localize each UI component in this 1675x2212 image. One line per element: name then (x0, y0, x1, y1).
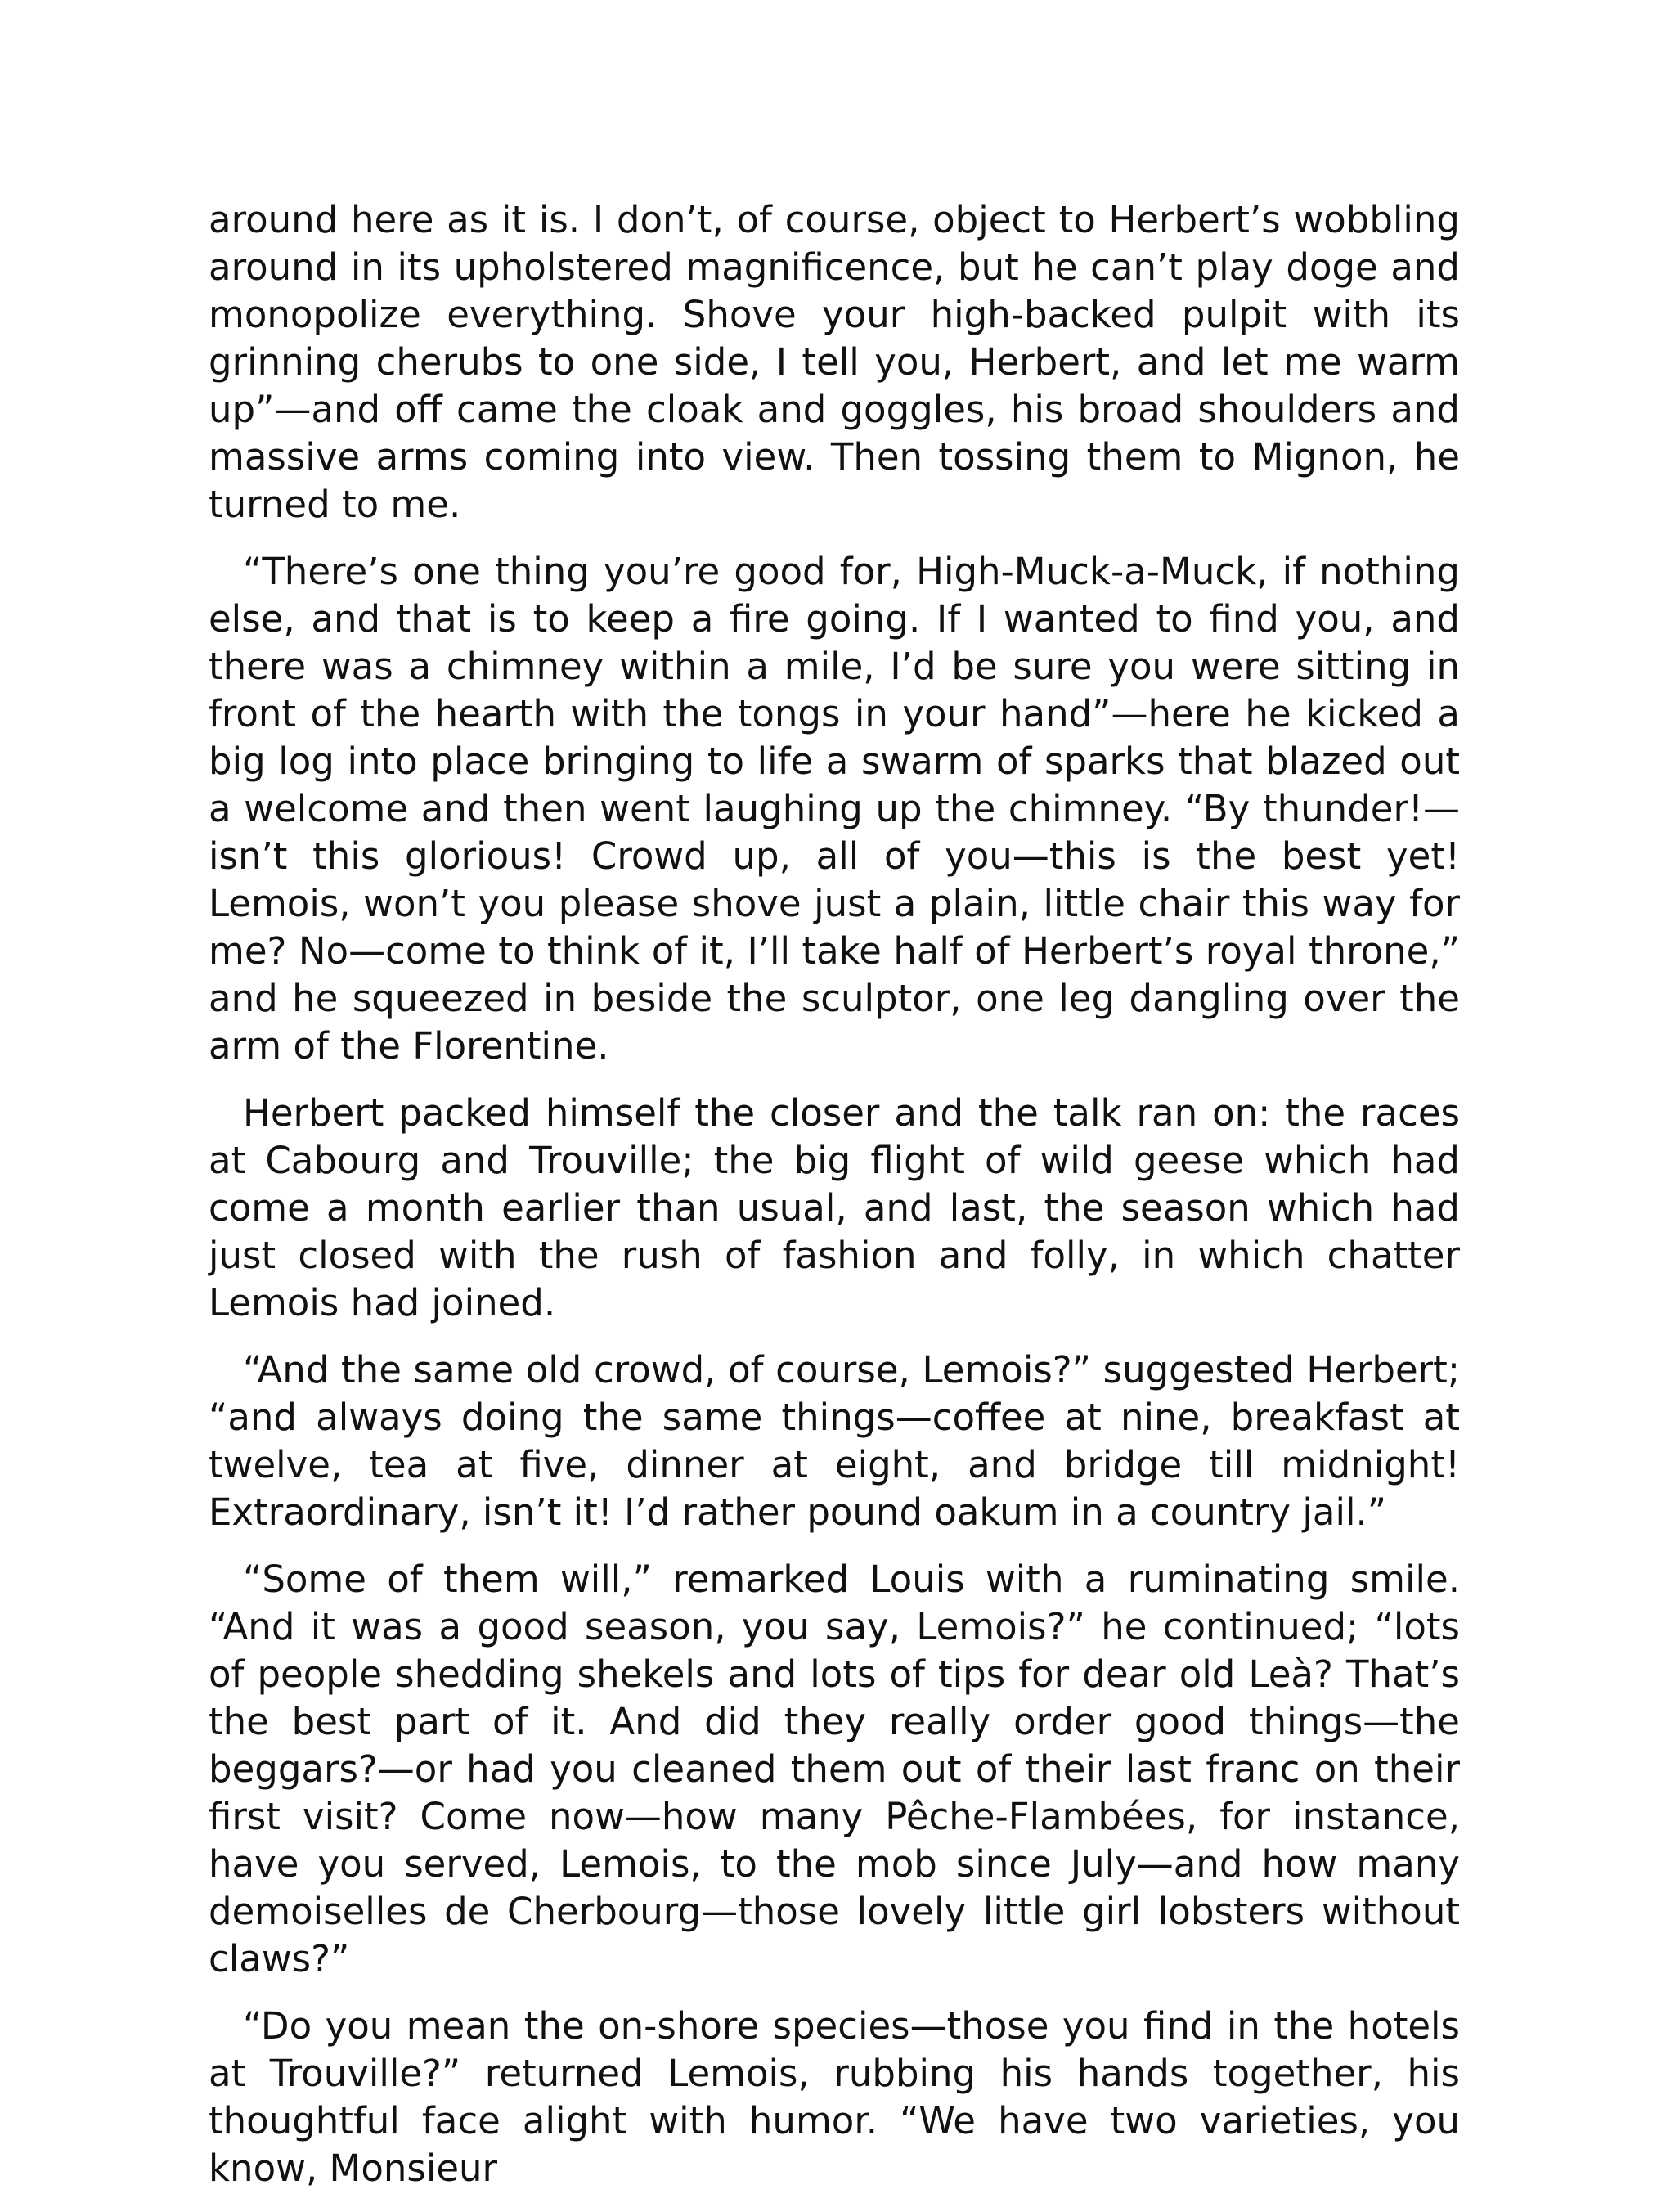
paragraph-1: around here as it is. I don’t, of course, object to Herbert’s wobbling around in its upholstered magnificence, but he can’t play doge and monopolize everything. Shove your high-backed pulpit with its grinning cherubs to one side, I tell you, Herbert, and let me warm up”—and off came the cloak and goggles, his broad shoulders and massive arms coming into view. Then tossing them to Mignon, he turned to me. (209, 198, 1460, 526)
paragraph-5: “Some of them will,” remarked Louis with a ruminating smile. “And it was a good season, you say, Lemois?” he continued; “lots of people shedding shekels and lots of tips for dear old Leà? That’s the best part of it. And did they really order good things—the beggars?—or had you cleaned them out of their last franc on their first visit? Come now—how many Pêche-Flambées, for instance, have you served, Lemois, to the mob since July—and how many demoiselles de Cherbourg—those lovely little girl lobsters without claws?” (209, 1558, 1460, 1980)
paragraph-4: “And the same old crowd, of course, Lemois?” suggested Herbert; “and always doing the same things—coffee at nine, breakfast at twelve, tea at five, dinner at eight, and bridge till midnight! Extraordinary, isn’t it! I’d rather pound oakum in a country jail.” (209, 1348, 1460, 1534)
paragraph-2: “There’s one thing you’re good for, High-Muck-a-Muck, if nothing else, and that is to keep a fire going. If I wanted to find you, and there was a chimney within a mile, I’d be sure you were sitting in front of the hearth with the tongs in your hand”—here he kicked a big log into place bringing to life a swarm of sparks that blazed out a welcome and then went laughing up the chimney. “By thunder!—isn’t this glorious! Crowd up, all of you—this is the best yet! Lemois, won’t you please shove just a plain, little chair this way for me? No—come to think of it, I’ll take half of Herbert’s royal throne,” and he squeezed in beside the sculptor, one leg dangling over the arm of the Florentine. (209, 550, 1460, 1068)
paragraph-6: “Do you mean the on-shore species—those you find in the hotels at Trouville?” returned Lemois, rubbing his hands together, his thoughtful face alight with humor. “We have two varieties, you know, Monsieur (209, 2004, 1460, 2190)
paragraph-3: Herbert packed himself the closer and the talk ran on: the races at Cabourg and Trouville; the big flight of wild geese which had come a month earlier than usual, and last, the season which had just closed with the rush of fashion and folly, in which chatter Lemois had joined. (209, 1091, 1460, 1324)
book-page (209, 196, 1460, 2212)
